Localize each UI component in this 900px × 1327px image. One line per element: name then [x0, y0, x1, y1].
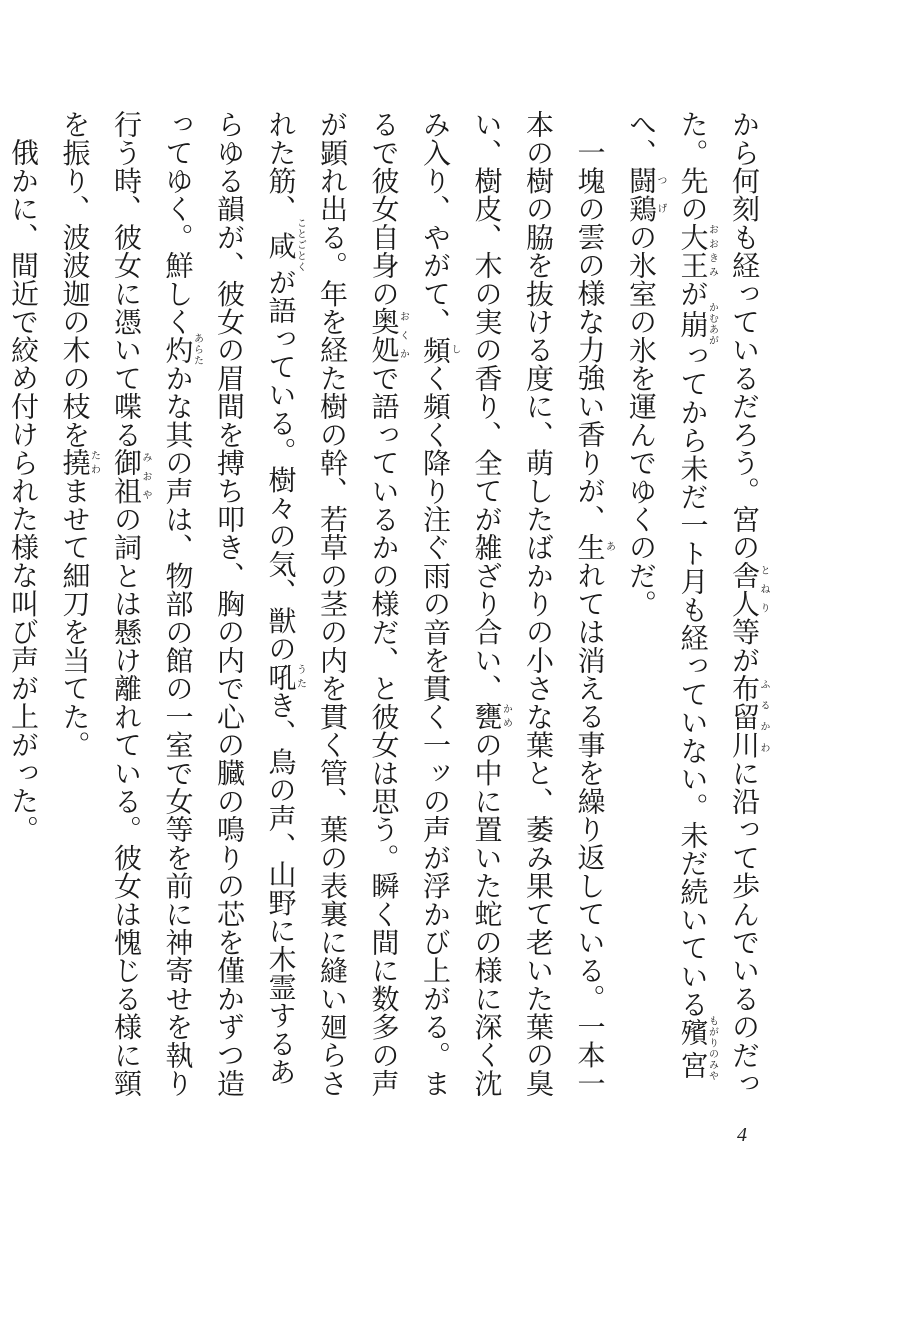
- ruby-word: [573, 532, 615, 562]
- text-run: に沿って歩んでいるのだった。先の: [676, 110, 761, 1098]
- furigana-reading: もがりのみや: [706, 1015, 718, 1082]
- ruby-base: 咸: [264, 217, 298, 273]
- ruby-base: 舎人: [728, 561, 761, 618]
- furigana-reading: あらた: [191, 333, 203, 367]
- ruby-word: [264, 662, 306, 691]
- text-run: く頻く降り注ぐ雨の音を貫く一ッの声が浮かび上がる。まるで彼女自身の: [367, 110, 452, 1098]
- text-run: き、鳥の声、山野に木霊するあらゆる韻が、彼女の眉間を搏ち叩き、胸の内で心の臓の鳴りの芯を僅かずつ造ってゆく。鮮しく: [161, 110, 298, 1098]
- text-run: 等が: [728, 617, 761, 675]
- paragraph: [616, 110, 771, 1110]
- page-number: 4: [737, 1124, 747, 1146]
- ruby-base: 撓: [58, 448, 92, 477]
- furigana-reading: おくか: [397, 307, 409, 364]
- text-run: で語っているかの様だ、と彼女は思う。瞬く間に数多の声が顕れ出る。年を経た樹の幹、若草の茎の内を貫く管、葉の表裏に縫い廻らされた筋、: [264, 110, 401, 1098]
- text-run: へ、: [625, 110, 658, 167]
- furigana-reading: つげ: [655, 166, 666, 223]
- ruby-word: [676, 251, 718, 280]
- furigana-reading: きみ: [706, 251, 718, 280]
- paragraph: [0, 110, 49, 1110]
- furigana-reading: うた: [294, 662, 306, 691]
- ruby-base: 吼: [264, 662, 298, 691]
- ruby-word: [676, 302, 718, 347]
- ruby-base: 崩: [676, 302, 710, 347]
- ruby-base: 大: [676, 222, 710, 252]
- ruby-base: 布留川: [728, 674, 761, 759]
- ruby-word: [625, 166, 666, 223]
- furigana-reading: おお: [706, 222, 718, 252]
- ruby-word: [161, 333, 203, 367]
- ruby-base: 甕: [470, 702, 504, 731]
- ruby-word: [110, 448, 151, 505]
- text-run: ませて細刀を当てた。: [58, 476, 92, 759]
- text-run: から何刻も経っているだろう。宮の: [728, 110, 761, 562]
- text-run: の氷室の氷を運んでゆくのだ。: [625, 222, 658, 618]
- ruby-word: [470, 702, 512, 731]
- text-run: れては消える事を繰り返している。一本一本の樹の脇を抜ける度に、萌したばかりの小さな葉と、萎み果て老いた葉の臭い、樹皮、木の実の香り、全てが雑ざり合い、: [470, 110, 607, 1097]
- ruby-word: [676, 222, 718, 252]
- ruby-word: [264, 217, 306, 273]
- paragraph: [49, 110, 616, 1110]
- text-run: の中に置いた蛇の様に深く沈み入り、やがて、: [419, 110, 504, 1098]
- ruby-word: [728, 561, 769, 618]
- text-run: が語っている。樹々の気、獣の: [264, 267, 298, 663]
- ruby-base: 生: [573, 532, 607, 562]
- text-run: の詞とは懸け離れている。彼女は愧じる様に頸を振り、波波迦の木の枝を: [58, 110, 143, 1098]
- furigana-reading: ことごとく: [294, 217, 306, 273]
- furigana-reading: ふるかわ: [758, 674, 769, 759]
- ruby-base: 殯宮: [676, 1015, 710, 1082]
- furigana-reading: みおや: [140, 448, 151, 505]
- ruby-base: 王: [676, 251, 710, 280]
- furigana-reading: とねり: [758, 561, 769, 618]
- ruby-word: [728, 674, 769, 759]
- furigana-reading: あ: [603, 532, 615, 561]
- text-run: かな其の声は、物部の館の一室で女等を前に神寄せを執り行う時、彼女に憑いて喋る: [110, 110, 195, 1098]
- text-run: 一塊の雲の様な力強い香りが、: [573, 138, 607, 533]
- text-run: ってから未だ一ト月も経っていない。未だ続いている: [676, 341, 710, 1019]
- ruby-word: [419, 335, 460, 364]
- ruby-word: [367, 307, 409, 364]
- ruby-base: 御祖: [110, 448, 143, 505]
- ruby-base: 頻: [419, 335, 452, 364]
- ruby-base: 闘鶏: [625, 166, 658, 223]
- ruby-word: [58, 448, 100, 477]
- text-run: 俄かに、間近で絞め付けられた様な叫び声が上がった。: [7, 138, 40, 843]
- furigana-reading: かむあが: [706, 302, 718, 347]
- vertical-text-body: [7, 110, 770, 1110]
- furigana-reading: たわ: [88, 448, 100, 477]
- ruby-base: 奥処: [367, 307, 401, 364]
- furigana-reading: かめ: [500, 702, 512, 731]
- ruby-base: 灼: [161, 333, 195, 367]
- ruby-word: [676, 1015, 718, 1082]
- furigana-reading: し: [449, 335, 460, 364]
- text-run: が: [676, 279, 710, 308]
